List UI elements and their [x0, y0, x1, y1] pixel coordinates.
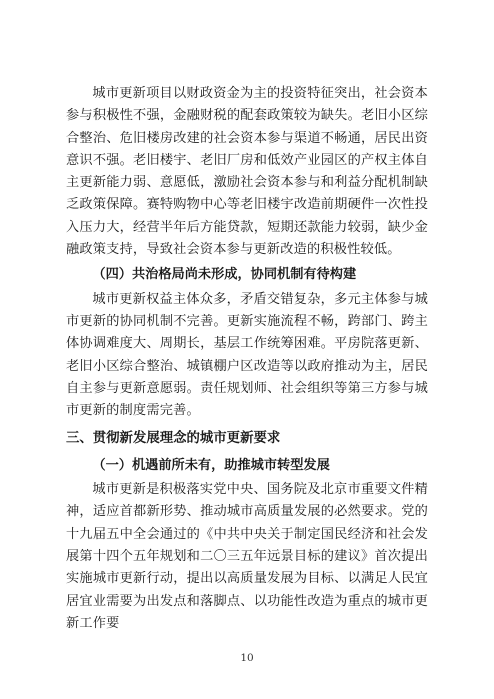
- body-paragraph: 城市更新是积极落实党中央、国务院及北京市重要文件精神，适应首都新形势、推动城市高质量发展的必然要求。党的十九届五中全会通过的《中共中央关于制定国民经济和社会发展第十四个五年规划和二〇三五年远景目标的建议》首次提出实施城市更新行动，提出以高质量发展为目标、以满足人民宜居宜业需要为出发点和落脚点、以功能性改造为重点的城市更新工作要: [66, 482, 428, 631]
- body-paragraph: 城市更新项目以财政资金为主的投资特征突出，社会资本参与积极性不强，金融财税的配套政策较为缺失。老旧小区综合整治、危旧楼房改建的社会资本参与渠道不畅通，居民出资意识不强。老旧楼宇、老旧厂房和低效产业园区的产权主体自主更新能力弱、意愿低，激励社会资本参与和利益分配机制缺乏政策保障。赛特购物中心等老旧楼宇改造前期硬件一次性投入压力大，经营半年后方能贷款，短期还款能力较弱，缺少金融政策支持，导致社会资本参与更新改造的积极性较低。: [66, 86, 428, 258]
- subheading-opportunity: （一）机遇前所未有，助推城市转型发展: [92, 457, 330, 473]
- body-paragraph: 城市更新权益主体众多，矛盾交错复杂，多元主体参与城市更新的协同机制不完善。更新实施流程不畅，跨部门、跨主体协调难度大、周期长，基层工作统筹困难。平房院落更新、老旧小区综合整治、城镇棚户区改造等以政府推动为主，居民自主参与更新意愿弱。责任规划师、社会组织等第三方参与城市更新的制度需完善。: [66, 291, 428, 419]
- section-heading: 三、贯彻新发展理念的城市更新要求: [66, 431, 281, 447]
- page-body: [66, 83, 428, 635]
- page-number: 10: [240, 652, 254, 664]
- subheading-governance: （四）共治格局尚未形成，协同机制有待构建: [92, 267, 357, 283]
